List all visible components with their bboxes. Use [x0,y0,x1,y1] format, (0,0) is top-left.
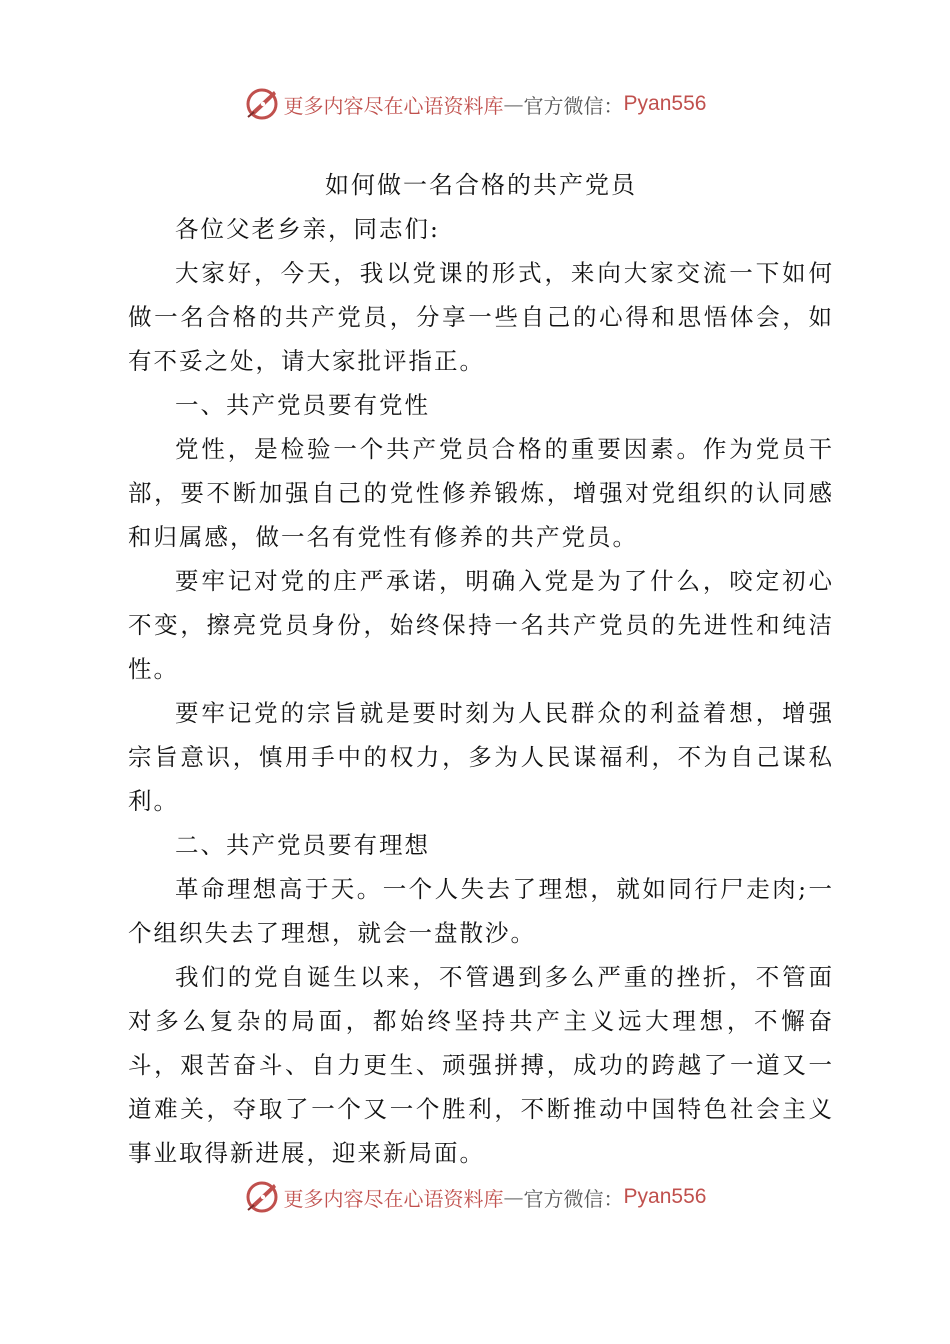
pen-nib-logo-icon [244,1179,280,1215]
paragraph: 要牢记党的宗旨就是要时刻为人民群众的利益着想，增强宗旨意识，慎用手中的权力，多为人民谋福利，不为自己谋私利。 [128,699,834,815]
pen-nib-logo-icon [244,86,280,122]
paragraph: 大家好，今天，我以党课的形式，来向大家交流一下如何做一名合格的共产党员，分享一些自己的心得和思悟体会，如有不妥之处，请大家批评指正。 [128,259,834,375]
paragraph: 我们的党自诞生以来，不管遇到多么严重的挫折，不管面对多么复杂的局面，都始终坚持共产主义远大理想，不懈奋斗，艰苦奋斗、自力更生、顽强拼搏，成功的跨越了一道又一道难关，夺取了一个又一个胜利，不断推动中国特色社会主义事业取得新进展，迎来新局面。 [128,963,834,1167]
document-title: 如何做一名合格的共产党员 [325,171,637,199]
banner-brand-text: 更多内容尽在心语资料库 [283,93,504,118]
paragraph: 党性，是检验一个共产党员合格的重要因素。作为党员干部，要不断加强自己的党性修养锻炼，增强对党组织的认同感和归属感，做一名有党性有修养的共产党员。 [128,435,834,551]
footer-banner [0,1175,950,1219]
banner-wechat-id: Pyan556 [623,92,707,115]
banner-wechat-id: Pyan556 [623,1185,707,1208]
banner-wechat-label: 官方微信： [523,93,624,118]
banner-separator: — [503,1185,524,1209]
paragraph: 革命理想高于天。一个人失去了理想，就如同行尸走肉;一个组织失去了理想，就会一盘散沙。 [128,875,834,947]
banner-wechat-label: 官方微信： [523,1186,624,1211]
paragraph: 要牢记对党的庄严承诺，明确入党是为了什么，咬定初心不变，擦亮党员身份，始终保持一名共产党员的先进性和纯洁性。 [128,567,834,683]
banner-brand-text: 更多内容尽在心语资料库 [283,1186,504,1211]
document-body [128,163,834,1175]
header-banner [0,82,950,126]
greeting-line: 各位父老乡亲，同志们: [175,215,440,243]
section-heading: 二、共产党员要有理想 [175,831,430,859]
section-heading: 一、共产党员要有党性 [175,391,430,419]
banner-separator: — [503,92,524,116]
